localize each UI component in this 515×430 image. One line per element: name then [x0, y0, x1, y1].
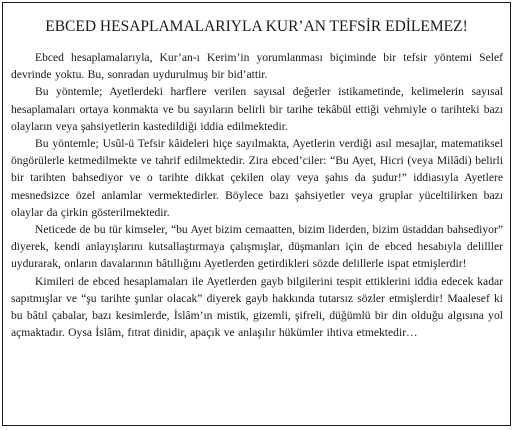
paragraph-5: Kimileri de ebced hesaplamaları ile Ayetlerden gayb bilgilerini tespit ettiklerini iddia edecek kadar sapıtmışlar ve “şu tarihte şunlar olacak” diyerek gayb hakkında tutarsız sözler etmişlerdir! Maalesef ki bu bâtıl çabalar, bazı kesimlerde, İslâm’ın mistik, gizemli, şifreli, düğümlü bir din olduğu algısına yol açmaktadır. Oysa İslâm, fıtrat dinidir, apaçık ve anlaşılır hükümler ihtiva etmektedir… [11, 274, 503, 340]
document-body [3, 49, 510, 341]
document-title: EBCED HESAPLAMALARIYLA KUR’AN TEFSİR EDİLEMEZ! [45, 18, 468, 35]
paragraph-3: Bu yöntemle; Usûl-ü Tefsir kâideleri hiçe sayılmakta, Ayetlerin verdiği asıl mesajlar, matematiksel öngörülerle ketmedilmekte ve tahrif edilmektedir. Zira ebced’ciler: “Bu Ayet, Hicri (veya Milâdi) belirli bir tarihten bahsediyor ve o tarihte dikkat çekilen olay veya şahıs da şudur!” iddiasıyla Ayetlere mesnedsizce özel anlamlar vermektedirler. Böylece bazı şahsiyetler veya gruplar yüceltilirken bazı olaylar da çirkin gösterilmektedir. [11, 137, 503, 219]
paragraph-2: Bu yöntemle; Ayetlerdeki harflere verilen sayısal değerler istikametinde, kelimelerin sayısal hesaplamaları ortaya konmakta ve bu sayıların belirli bir tarihe tekâbül ettiği vehmiyle o tarihteki bazı olayların veya şahsiyetlerin kastedildiği iddia edilmektedir. [11, 85, 503, 133]
paragraph-4: Neticede de bu tür kimseler, “bu Ayet bizim cemaatten, bizim liderden, bizim üstaddan bahsediyor” diyerek, kendi anlayışlarını kutsallaştırmaya çalışmışlar, düşmanları için de ebced hesabıyla delilller uydurarak, onların davalarının bâtıllığını Ayetlerden getirdikleri sözde delillerle ispat etmişlerdir! [11, 223, 503, 271]
paragraph-1: Ebced hesaplamalarıyla, Kur’an-ı Kerim’in yorumlanması biçiminde bir tefsir yöntemi Selef devrinde yoktu. Bu, sonradan uydurulmuş bir bid’attir. [11, 51, 503, 82]
document-frame [2, 2, 511, 426]
